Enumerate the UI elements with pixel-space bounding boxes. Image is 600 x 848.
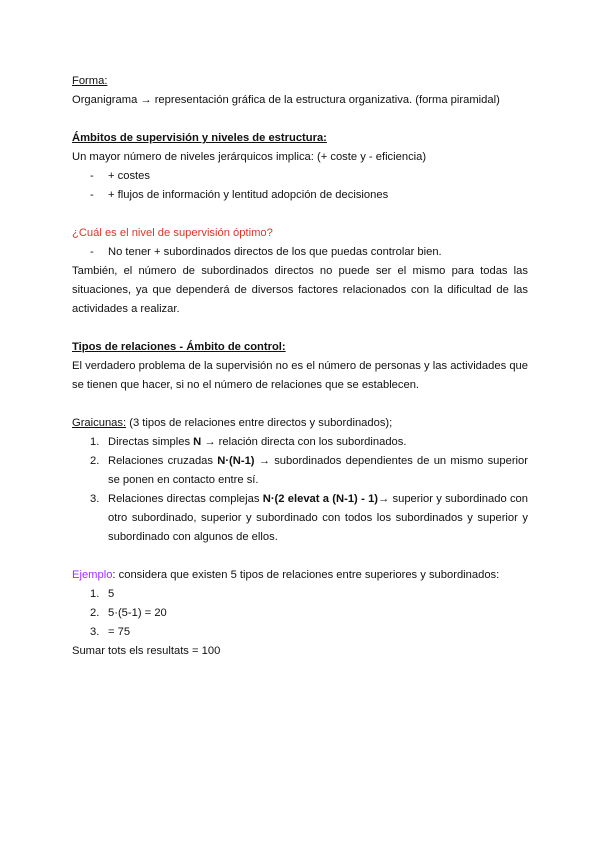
- list-number: 1.: [90, 588, 100, 600]
- dash-marker: -: [90, 170, 94, 182]
- list-item: [72, 604, 528, 623]
- forma-title: Forma:: [72, 75, 108, 87]
- graicunas-intro-text: (3 tipos de relaciones entre directos y subordinados);: [126, 417, 393, 429]
- spacer: [72, 319, 528, 338]
- spacer: [72, 395, 528, 414]
- graicunas-name: Graicunas:: [72, 417, 127, 429]
- tipos-paragraph: El verdadero problema de la supervisión no es el número de personas y las actividades que se tienen que hacer, si no el número de relaciones que se establecen.: [72, 360, 528, 391]
- item-pre: Relaciones directas complejas: [108, 493, 263, 505]
- list-item-text: 5: [108, 588, 115, 600]
- ejemplo-intro: [72, 566, 528, 585]
- list-item-text: [108, 490, 528, 547]
- list-number: 3.: [90, 626, 100, 638]
- list-number: 3.: [90, 493, 100, 505]
- list-number: 2.: [90, 607, 100, 619]
- nivel-paragraph: También, el número de subordinados directos no puede ser el mismo para todas las situaciones, ya que dependerá de diversos factores relacionados con la dificultad de las actividades a realizar.: [72, 265, 528, 315]
- forma-text: Organigrama → representación gráfica de la estructura organizativa. (forma piramidal): [72, 94, 500, 106]
- item-post: → relación directa con los subordinados.: [201, 436, 407, 448]
- ejemplo-text: : considera que existen 5 tipos de relaciones entre superiores y subordinados:: [112, 569, 500, 581]
- dash-marker: -: [90, 246, 94, 258]
- list-number: 1.: [90, 436, 100, 448]
- nivel-question: ¿Cuál es el nivel de supervisión óptimo?: [72, 227, 273, 239]
- ejemplo-total: Sumar tots els resultats = 100: [72, 645, 221, 657]
- spacer: [72, 547, 528, 566]
- document-page: [72, 72, 528, 661]
- list-item: [72, 243, 528, 262]
- ambitos-text: Un mayor número de niveles jerárquicos implica: (+ coste y - eficiencia): [72, 151, 427, 163]
- list-item: [72, 452, 528, 490]
- list-item: [72, 433, 528, 452]
- ejemplo-label: Ejemplo: [72, 569, 113, 581]
- list-item: [72, 490, 528, 547]
- dash-marker: -: [90, 189, 94, 201]
- item-post: → subordinados dependientes de un mismo superior se ponen en contacto entre sí.: [108, 455, 528, 486]
- graicunas-intro: [72, 414, 528, 433]
- list-item-text: No tener + subordinados directos de los que puedas controlar bien.: [108, 246, 442, 258]
- item-post: → superior y subordinado con otro subordinado, superior y subordinado con todos los subordinados y superior y subordinado con algunos de ellos.: [108, 493, 528, 543]
- ejemplo-list: [72, 585, 528, 642]
- item-pre: Directas simples: [108, 436, 194, 448]
- list-item: [72, 623, 528, 642]
- list-item: [72, 186, 528, 205]
- graicunas-list: [72, 433, 528, 547]
- list-item-text: [108, 433, 528, 452]
- list-item-text: [108, 452, 528, 490]
- spacer: [72, 205, 528, 224]
- ambitos-list: [72, 167, 528, 205]
- list-item-text: = 75: [108, 626, 131, 638]
- list-item-text: 5·(5-1) = 20: [108, 607, 167, 619]
- spacer: [72, 110, 528, 129]
- nivel-list: [72, 243, 528, 262]
- list-item-text: + flujos de información y lentitud adopción de decisiones: [108, 189, 389, 201]
- ambitos-title: Ámbitos de supervisión y niveles de estructura:: [72, 132, 327, 144]
- item-formula: N: [193, 436, 202, 448]
- item-pre: Relaciones cruzadas: [108, 455, 218, 467]
- list-item: [72, 167, 528, 186]
- item-formula: N·(2 elevat a (N-1) - 1): [262, 493, 379, 505]
- tipos-title: Tipos de relaciones - Ámbito de control:: [72, 341, 286, 353]
- list-item-text: + costes: [108, 170, 150, 182]
- list-item: [72, 585, 528, 604]
- list-number: 2.: [90, 455, 100, 467]
- item-formula: N·(N-1): [217, 455, 255, 467]
